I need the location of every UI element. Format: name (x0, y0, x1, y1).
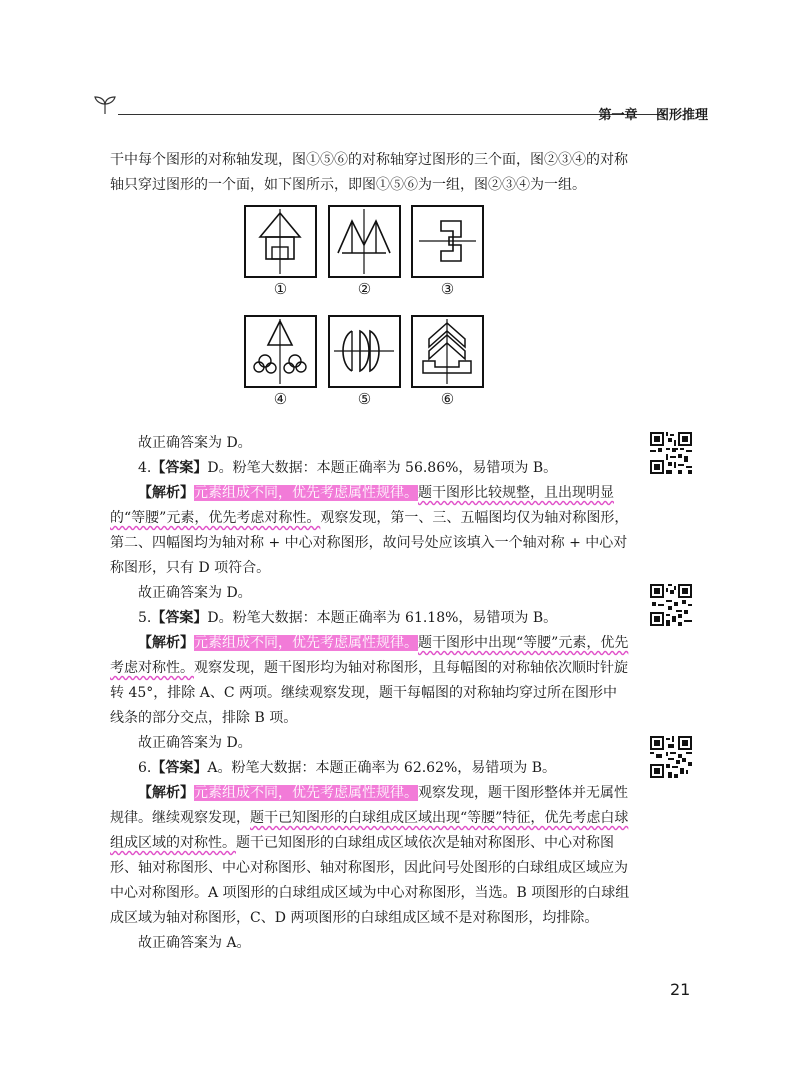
q4-number: 4. (138, 460, 152, 476)
chapter-title (584, 104, 708, 123)
symmetry-figure (110, 205, 630, 427)
answer-conclusion: 故正确答案为 D。 (138, 435, 252, 451)
figure-label: ⑤ (357, 390, 372, 408)
figure-peaks-shape (330, 207, 399, 276)
figure-box (244, 315, 317, 388)
figure-cell-4 (244, 315, 317, 408)
figure-cell-6 (411, 315, 484, 408)
q6-analysis-tag: 【解析】 (138, 785, 194, 801)
q5-conclusion: 故正确答案为 D。 (138, 735, 252, 751)
q4-answer-line (110, 456, 630, 481)
q5-highlight: 元素组成不同，优先考虑属性规律。 (194, 635, 418, 651)
qr-code-icon[interactable] (650, 432, 692, 474)
q5-answer-line (110, 606, 630, 631)
q5-rest: 观察发现，题干图形均为轴对称图形，且每幅图的对称轴依次顺时针旋转 45°，排除 A、C 两项。继续观察发现，题干每幅图的对称轴均穿过所在图形中线条的部分交点，排除 B 项。 (110, 660, 628, 726)
figure-box (244, 205, 317, 278)
figure-box (328, 205, 401, 278)
q6-analysis (110, 781, 630, 931)
qr-code-icon[interactable] (650, 584, 692, 626)
figure-block-shape (413, 207, 482, 276)
q6-pre: 观察发现，题干图形整体并无属性规律。继续观察发现， (110, 785, 628, 826)
figure-cell-3 (411, 205, 484, 298)
q6-rest: 题干已知图形的白球组成区域依次是轴对称图形、中心对称图形、轴对称图形、中心对称图形、轴对称图形，因此问号处图形的白球组成区域应为中心对称图形。A 项图形的白球组成区域为中心对称图形，当选。B 项图形的白球组成区域为轴对称图形，C、D 两项图形的白球组成区域不是对称图形，均排除。 (110, 835, 630, 926)
q4-answer-text: D。粉笔大数据：本题正确率为 56.86%，易错项为 B。 (207, 460, 558, 476)
figure-box (411, 205, 484, 278)
q5-number: 5. (138, 610, 152, 626)
figure-arcs-shape (330, 317, 399, 386)
q4-analysis-tag: 【解析】 (138, 485, 194, 501)
chapter-name: 图形推理 (655, 108, 708, 123)
q4-underline: 题干图形比较规整，且出现明显的“等腰”元素，优先考虑对称性。 (110, 485, 614, 526)
q6-answer-label: 【答案】 (151, 760, 208, 776)
figure-box (328, 315, 401, 388)
q4-answer-label: 【答案】 (151, 460, 208, 476)
q5-answer-label: 【答案】 (151, 610, 208, 626)
page-content (110, 148, 630, 956)
figure-label: ④ (273, 390, 288, 408)
q4-analysis (110, 481, 630, 581)
figure-cell-5 (328, 315, 401, 408)
figure-label: ② (357, 280, 372, 298)
q4-rest: 观察发现，第一、三、五幅图均仅为轴对称图形，第二、四幅图均为轴对称 + 中心对称图形，故问号处应该填入一个轴对称 + 中心对称图形，只有 D 项符合。 (110, 510, 629, 576)
q6-conclusion: 故正确答案为 A。 (138, 935, 251, 951)
figure-box (411, 315, 484, 388)
figure-house-shape (246, 207, 315, 276)
intro-line: 干中每个图形的对称轴发现，图①⑤⑥的对称轴穿过图形的三个面，图②③④的对称 (110, 152, 628, 168)
q5-analysis (110, 631, 630, 731)
q6-answer-line (110, 756, 630, 781)
q6-number: 6. (138, 760, 152, 776)
q4-conclusion: 故正确答案为 D。 (138, 585, 252, 601)
figure-label: ① (273, 280, 288, 298)
figure-tree-shape (246, 317, 315, 386)
figure-chevrons-shape (413, 317, 482, 386)
q5-analysis-tag: 【解析】 (138, 635, 194, 651)
page-header (92, 92, 708, 132)
figure-label: ⑥ (440, 390, 455, 408)
figure-cell-2 (328, 205, 401, 298)
leaf-icon (92, 94, 118, 116)
header-rule (118, 114, 664, 115)
q4-highlight: 元素组成不同，优先考虑属性规律。 (194, 485, 418, 501)
figure-label: ③ (440, 280, 455, 298)
intro-line: 轴只穿过图形的一个面，如下图所示，即图①⑤⑥为一组，图②③④为一组。 (110, 177, 586, 193)
q6-highlight: 元素组成不同，优先考虑属性规律。 (194, 785, 418, 801)
chapter-label: 第一章 (598, 108, 638, 123)
q6-answer-text: A。粉笔大数据：本题正确率为 62.62%，易错项为 B。 (207, 760, 557, 776)
figure-cell-1 (244, 205, 317, 298)
q5-underline: 题干图形中出现“等腰”元素，优先考虑对称性。 (110, 635, 629, 676)
qr-code-icon[interactable] (650, 736, 692, 778)
page-number: 21 (670, 980, 691, 999)
q6-underline: 题干已知图形的白球组成区域出现“等腰”特征，优先考虑白球组成区域的对称性。 (110, 810, 629, 851)
q5-answer-text: D。粉笔大数据：本题正确率为 61.18%，易错项为 B。 (207, 610, 558, 626)
